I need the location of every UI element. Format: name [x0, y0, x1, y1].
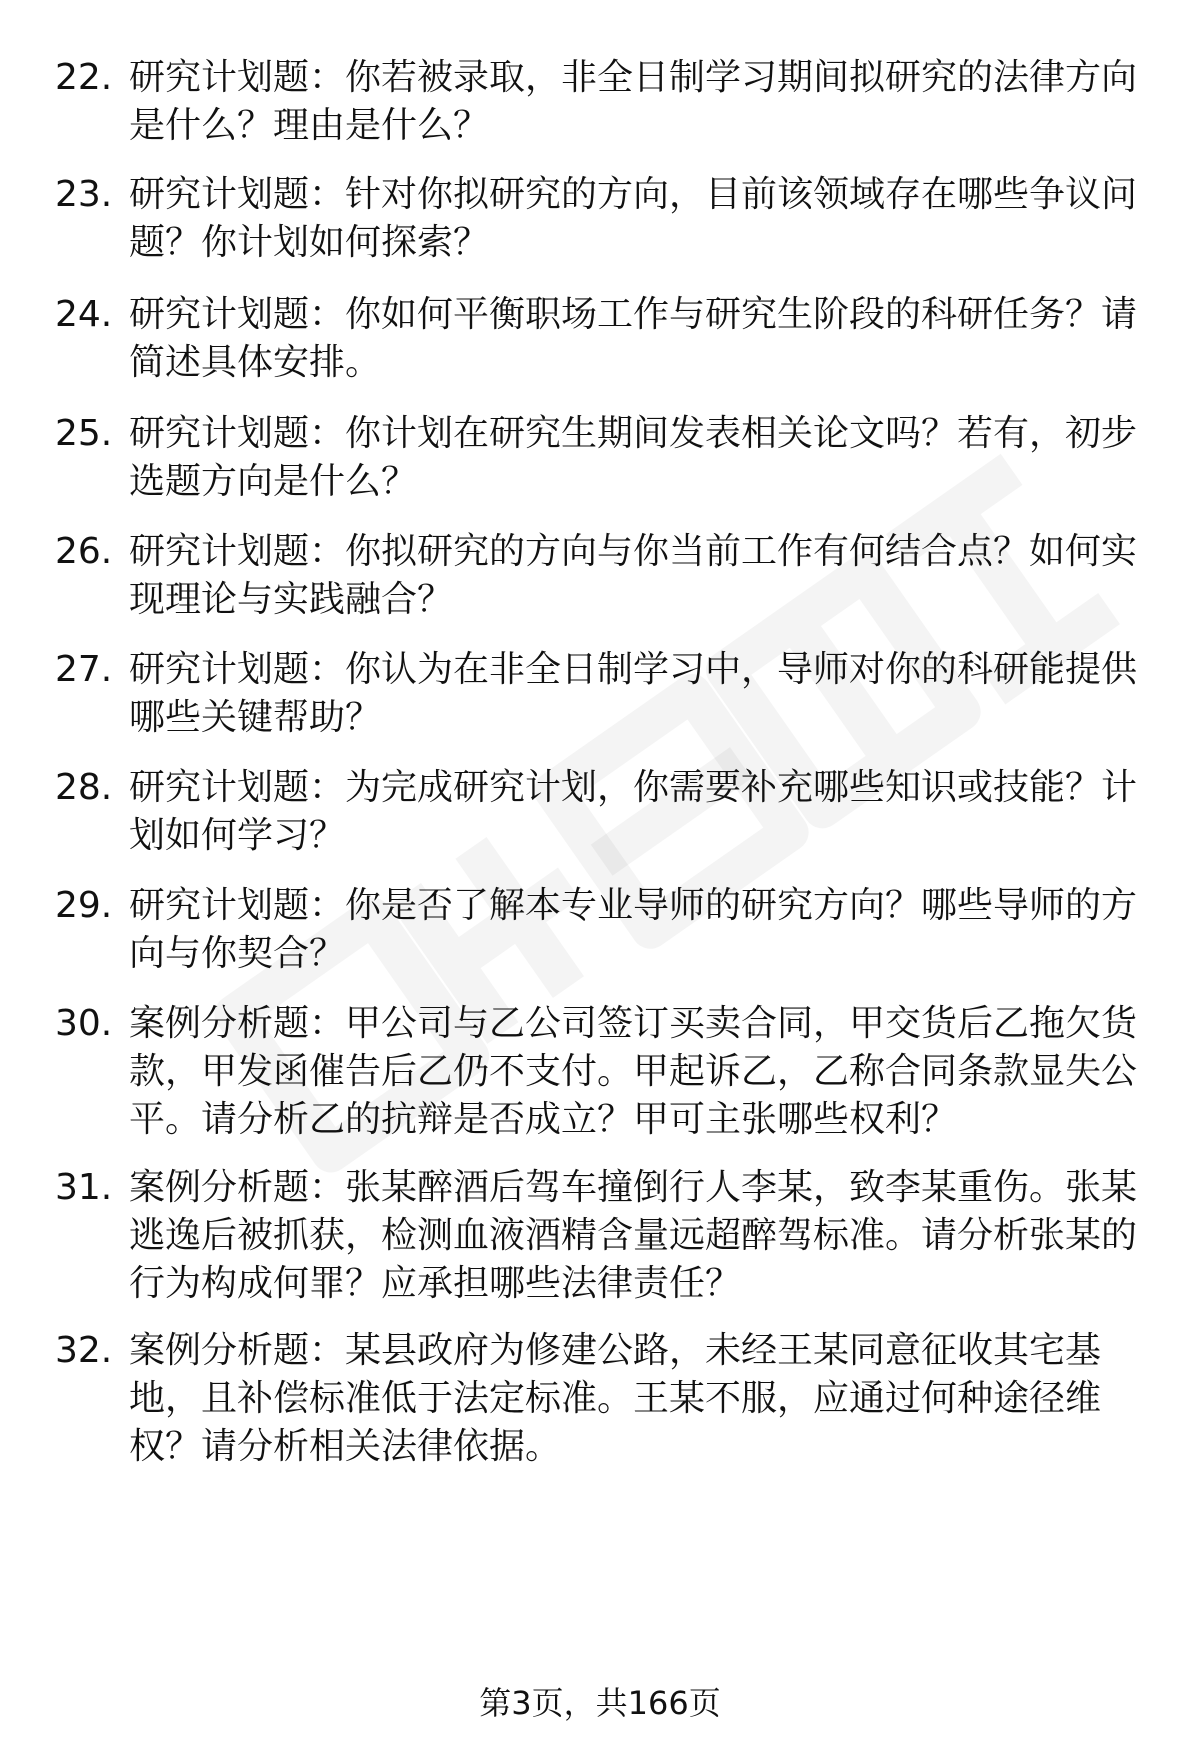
question-text: 研究计划题：你认为在非全日制学习中，导师对你的科研能提供哪些关键帮助？	[129, 649, 1138, 738]
question-number: 22.	[55, 57, 113, 98]
question-text: 研究计划题：为完成研究计划，你需要补充哪些知识或技能？计划如何学习？	[129, 767, 1138, 856]
question-text: 研究计划题：你是否了解本专业导师的研究方向？哪些导师的方向与你契合？	[129, 885, 1138, 974]
question-number: 29.	[55, 885, 113, 926]
question-number: 30.	[55, 1003, 113, 1044]
question-number: 24.	[55, 294, 113, 335]
question-text: 研究计划题：你如何平衡职场工作与研究生阶段的科研任务？请简述具体安排。	[129, 294, 1138, 383]
question-number: 26.	[55, 531, 113, 572]
question-text: 案例分析题：张某醉酒后驾车撞倒行人李某，致李某重伤。张某逃逸后被抓获，检测血液酒精含量远超醉驾标准。请分析张某的行为构成何罪？应承担哪些法律责任？	[129, 1167, 1138, 1304]
question-text: 研究计划题：你计划在研究生期间发表相关论文吗？若有，初步选题方向是什么？	[129, 413, 1138, 502]
question-text: 研究计划题：针对你拟研究的方向，目前该领域存在哪些争议问题？你计划如何探索？	[129, 174, 1138, 263]
question-number: 31.	[55, 1167, 113, 1208]
question-text: 研究计划题：你拟研究的方向与你当前工作有何结合点？如何实现理论与实践融合？	[129, 531, 1138, 620]
question-number: 27.	[55, 649, 113, 690]
page-number-footer: 第3页，共166页	[479, 1684, 721, 1722]
question-text: 案例分析题：某县政府为修建公路，未经王某同意征收其宅基地，且补偿标准低于法定标准。王某不服，应通过何种途径维权？请分析相关法律依据。	[129, 1330, 1102, 1467]
question-number: 32.	[55, 1330, 113, 1371]
question-number: 23.	[55, 174, 113, 215]
question-number: 25.	[55, 413, 113, 454]
question-text: 案例分析题：甲公司与乙公司签订买卖合同，甲交货后乙拖欠货款，甲发函催告后乙仍不支付。甲起诉乙，乙称合同条款显失公平。请分析乙的抗辩是否成立？甲可主张哪些权利？	[129, 1003, 1138, 1140]
question-number: 28.	[55, 767, 113, 808]
question-text: 研究计划题：你若被录取，非全日制学习期间拟研究的法律方向是什么？理由是什么？	[129, 57, 1138, 146]
